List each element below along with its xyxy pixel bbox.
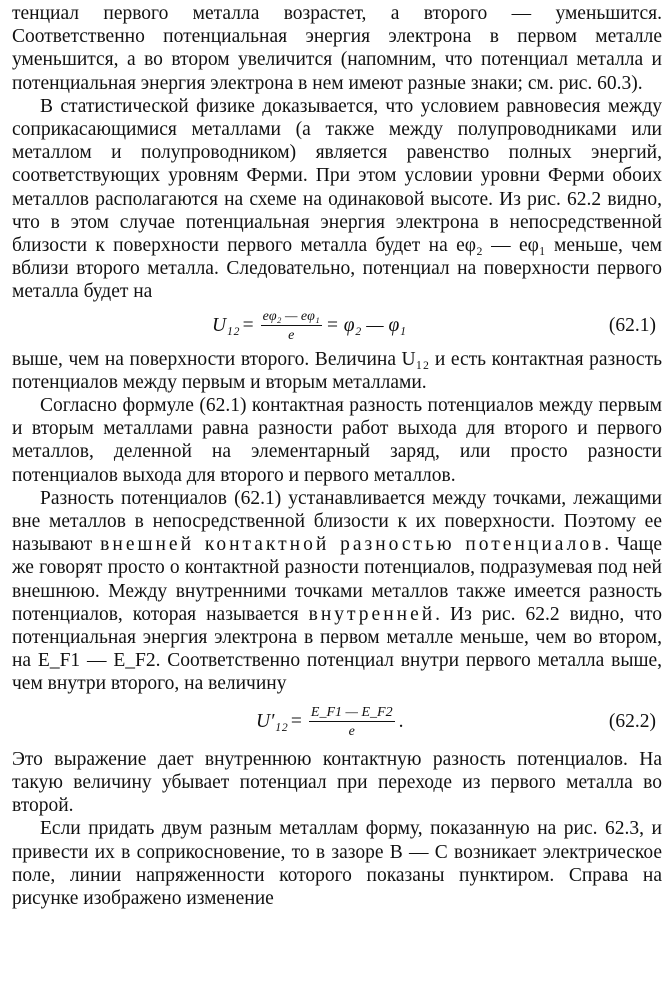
equation-62-1-number: (62.1) — [608, 315, 656, 337]
equation-62-2-body — [256, 704, 403, 740]
equation-62-2-equals: = — [290, 711, 302, 733]
equation-62-1-equals: = — [242, 315, 254, 337]
equation-62-1-lhs: U₁₂ — [212, 315, 240, 337]
paragraph-formula-explanation: Согласно формуле (62.1) контактная разность потенциалов между первым и вторым металлами равна разности работ выхода для второго и первого металлов, деленной на элементарный заряд, или просто разности потенциалов выхода для второго и первого металлов. — [12, 395, 662, 486]
equation-62-2-numerator: E_F1 — E_F2 — [310, 704, 393, 720]
paragraph-contact-difference: выше, чем на поверхности второго. Величина U₁₂ и есть контактная разность потенциалов между первым и вторым металлами. — [12, 348, 662, 393]
equation-62-1-rhs: = φ₂ — φ₁ — [325, 315, 407, 337]
equation-62-1 — [12, 304, 662, 348]
paragraph-fermi-equilibrium: В статистической физике доказывается, что условием равновесия между соприкасающимися металлами (а также между полупроводниками или металлом и полупроводником) является равенство полных энергий, соответствующих уровням Ферми. При этом условии уровни Ферми обоих металлов располагаются на схеме на одинаковой высоте. Из рис. 62.2 видно, что в этом случае потенциальная энергия электрона в непосредственной близости к поверхности первого металла будет на eφ₂ — eφ₁ меньше, чем вблизи второго металла. Следовательно, потенциал на поверхности первого металла будет на — [12, 95, 662, 303]
text-run: . Чаще же говорят просто о контактной разности потенциалов, подразумевая под ней внешнюю. Между внутренними точками металлов также имеется разность потенциалов, которая называется — [12, 534, 662, 625]
equation-62-2-denominator: e — [348, 723, 355, 739]
equation-62-2-number: (62.2) — [608, 711, 656, 733]
equation-62-1-denominator: e — [288, 327, 295, 343]
emphasis-internal: внутренней — [308, 603, 436, 625]
emphasis-external-contact-difference: внешней контактной разностью потенциалов — [100, 534, 605, 556]
paragraph-external-internal — [12, 487, 662, 696]
equation-62-2 — [12, 696, 662, 748]
equation-62-1-numerator: eφ₂ — eφ₁ — [262, 308, 320, 324]
text-run: . Из рис. 62.2 видно, что потенциальная энергия электрона в первом металле меньше, чем во втором, на E_F1 — E_F2. Соответственно потенциал внутри первого металла выше, чем внутри второго, на величину — [12, 603, 662, 695]
equation-62-2-fraction — [309, 704, 395, 740]
equation-62-1-fraction — [261, 308, 322, 344]
equation-62-2-period: . — [398, 711, 404, 733]
text-run: Разность потенциалов (62.1) устанавливается между точками, лежащими вне металлов в непосредственной близости к их поверхности. Поэтому ее называют — [12, 487, 662, 556]
paragraph-figure-62-3: Если придать двум разным металлам форму, показанную на рис. 62.3, и привести их в соприкосновение, то в зазоре B — C возникает электрическое поле, линии напряженности которого показаны пунктиром. Справа на рисунке изображено изменение — [12, 818, 662, 909]
equation-62-2-lhs: U′₁₂ — [256, 711, 288, 733]
equation-62-1-body — [212, 308, 406, 344]
paragraph-internal-expression: Это выражение дает внутреннюю контактную разность потенциалов. На такую величину убывает потенциал при переходе из первого металла во второй. — [12, 748, 662, 817]
paragraph-continued: тенциал первого металла возрастет, а второго — уменьшится. Соответственно потенциальная энергия электрона в первом металле уменьшится, а во втором увеличится (напомним, что потенциал металла и потенциальная энергия электрона в нем имеют разные знаки; см. рис. 60.3). — [12, 3, 662, 94]
